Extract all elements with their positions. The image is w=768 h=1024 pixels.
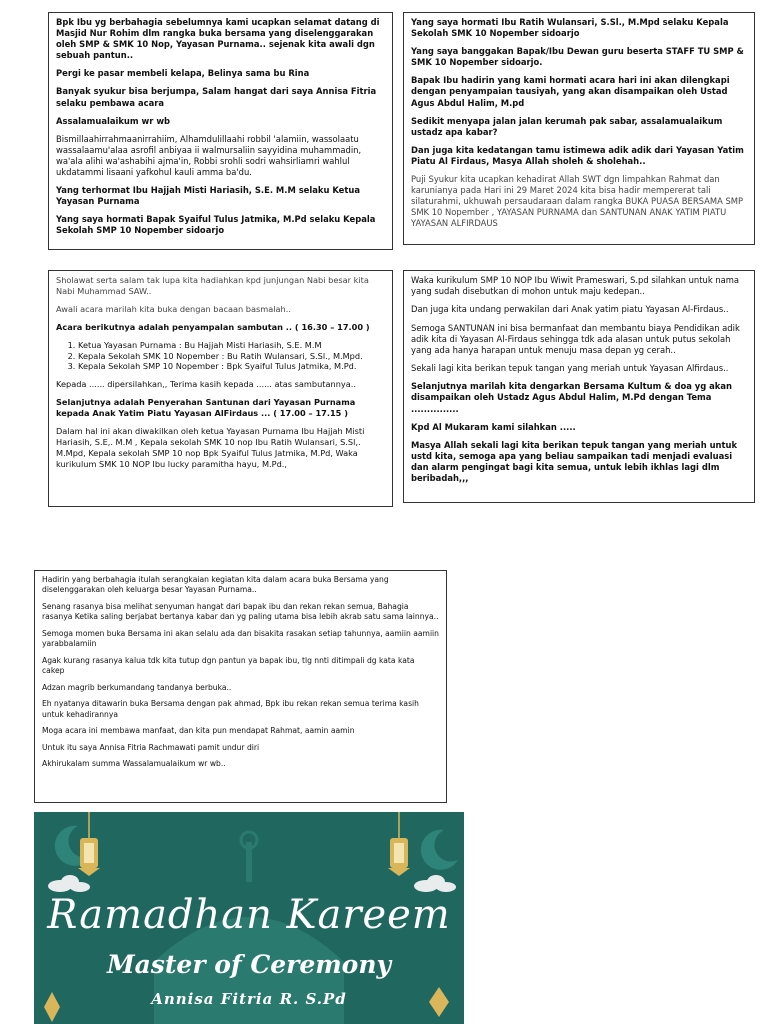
honor-chair: Yang terhormat Ibu Hajjah Misti Hariasih, S.E. M.M selaku Ketua Yayasan Purnama bbox=[56, 185, 360, 207]
banner-subtitle: Master of Ceremony bbox=[106, 950, 392, 979]
greeting-ustadz: Sedikit menyapa jalan jalan kerumah pak sabar, assalamualaikum ustadz apa kabar? bbox=[411, 115, 723, 137]
list-item: 1. Ketua Yayasan Purnama : Bu Hajjah Misti Hariasih, S.E. M.M bbox=[78, 340, 385, 351]
invite-orphans: Dan juga kita undang perwakilan dari Anak yatim piatu Yayasan Al-Firdaus.. bbox=[411, 304, 729, 315]
list-item: 2. Kepala Sekolah SMK 10 Nopember : Bu Ratih Wulansari, S.Sl., M.Mpd. bbox=[78, 351, 385, 362]
list-item: Untuk itu saya Annisa Fitria Rachmawati pamit undur diri bbox=[42, 742, 260, 752]
ramadhan-banner bbox=[34, 812, 464, 1024]
gratitude-paragraph: Puji Syukur kita ucapkan kehadirat Allah SWT dgn limpahkan Rahmat dan karunianya pada Hari ini 29 Maret 2024 kita bisa hadir mempererat tali silaturahmi, ukhuwah persaudaraan dalam rangka BUKA PUASA BERSAMA SMP SMK 10 Nopember , YAYASAN PURNAMA dan SANTUNAN ANAK YATIM PIATU YAYASAN ALFIRDAUS bbox=[411, 174, 744, 229]
banner-title: Ramadhan Kareem bbox=[47, 892, 451, 938]
invite-delegates: Waka kurikulum SMP 10 NOP Ibu Wiwit Prameswari, S.pd silahkan untuk nama yang sudah disebutkan di mohon untuk maju kedepan.. bbox=[411, 275, 740, 297]
cloud-icon-right bbox=[414, 875, 456, 892]
applause-line: Sekali lagi kita berikan tepuk tangan yang meriah untuk Yayasan Alfirdaus.. bbox=[411, 363, 729, 374]
list-item: Moga acara ini membawa manfaat, dan kita pun mendapat Rahmat, aamin aamin bbox=[42, 726, 355, 736]
list-item: Adzan magrib berkumandang tandanya berbuka.. bbox=[42, 682, 232, 692]
pantun-line-2: Banyak syukur bisa berjumpa, Salam hangat dari saya Annisa Fitria selaku pembawa acara bbox=[56, 86, 377, 108]
closing-applause: Masya Allah sekali lagi kita berikan tepuk tangan yang meriah untuk ustd kita, semoga apa yang beliau sampaikan tadi menjadi evaluasi dan alarm pengingat bagi kita semua, untuk lebih ikhlas lagi dlm beribadah,,, bbox=[411, 439, 738, 484]
script-card-closing bbox=[34, 570, 447, 803]
tausiyah-intro: Bapak Ibu hadirin yang kami hormati acara hari ini akan dilengkapi dengan penyampaian tausiyah, yang akan disampaikan oleh Ustad Agus Abdul Halim, M.pd bbox=[411, 75, 730, 108]
santunan-delegates: Dalam hal ini akan diwakilkan oleh ketua Yayasan Purnama Ibu Hajjah Misti Hariasih, S.E,. M.M , Kepala sekolah SMK 10 nop Ibu Ratih Wulansari, S.Sl,. M.Mpd, Kepala sekolah SMP 10 nop Bpk Syaiful Tulus Jatmika, M.Pd, Waka kurikulum SMK 10 NOP Ibu lucky paramitha hayu, M.Pd., bbox=[56, 426, 365, 469]
list-item: Hadirin yang berbahagia itulah serangkaian kegiatan kita dalam acara buka Bersama yang diselenggarakan oleh keluarga besar Yayasan Purnama.. bbox=[42, 575, 389, 595]
honor-smp-head: Yang saya hormati Bapak Syaiful Tulus Jatmika, M.Pd selaku Kepala Sekolah SMP 10 Nopember sidoarjo bbox=[56, 214, 376, 236]
santunan-heading: Selanjutnya adalah Penyerahan Santunan dari Yayasan Purnama kepada Anak Yatim Piatu Yayasan AlFirdaus ... ( 17.00 – 17.15 ) bbox=[56, 397, 356, 419]
sholawat-line: Sholawat serta salam tak lupa kita hadiahkan kpd junjungan Nabi besar kita Nabi Muhammad SAW.. bbox=[56, 275, 369, 296]
list-item: Eh nyatanya ditawarin buka Bersama dengan pak ahmad, Bpk ibu rekan rekan semua terima kasih untuk kehadirannya bbox=[42, 699, 419, 719]
list-item: Senang rasanya bisa melihat senyuman hangat dari bapak ibu dan rekan rekan semua, Bahagia rasanya Ketika saling berjabat bertanya kabar dan yg paling utama bisa lebih akrab satu sama lainnya.. bbox=[42, 601, 439, 622]
list-item: Akhirukalam summa Wassalamualaikum wr wb.. bbox=[42, 759, 226, 769]
list-item: Semoga momen buka Bersama ini akan selalu ada dan bisakita rasakan setiap tahunnya, aamiin aamiin yarabbalamiin bbox=[42, 628, 439, 649]
salam-line: Assalamualaikum wr wb bbox=[56, 115, 171, 126]
speaker-list bbox=[56, 340, 385, 373]
lantern-icon-left bbox=[78, 812, 100, 876]
santunan-hope: Semoga SANTUNAN ini bisa bermanfaat dan membantu biaya Pendidikan adik adik kita di Yayasan Al-Firdaus sehingga tdk ada alasan untuk putus sekolah yang ada hanya harapan untuk menuju masa depan yg cerah.. bbox=[411, 322, 740, 355]
honor-teachers: Yang saya banggakan Bapak/Ibu Dewan guru beserta STAFF TU SMP & SMK 10 Nopember sidoarjo. bbox=[411, 46, 744, 68]
cloud-icon-left bbox=[48, 875, 90, 892]
guest-orphans: Dan juga kita kedatangan tamu istimewa adik adik dari Yayasan Yatim Piatu Al Firdaus, Masya Allah sholeh & sholehah.. bbox=[411, 144, 744, 166]
script-card-agenda bbox=[48, 270, 393, 507]
sambutan-heading: Acara berikutnya adalah penyampalan sambutan .. ( 16.30 – 17.00 ) bbox=[56, 321, 370, 332]
list-item: 3. Kepala Sekolah SMP 10 Nopember : Bpk Syaiful Tulus Jatmika, M.Pd. bbox=[78, 361, 385, 372]
thanks-line: Kepada ...... dipersilahkan,, Terima kasih kepada ...... atas sambutannya.. bbox=[56, 379, 356, 390]
script-card-honors bbox=[403, 12, 755, 245]
crescent-moon-icon-right bbox=[421, 830, 458, 870]
pantun-line-1: Pergi ke pasar membeli kelapa, Belinya sama bu Rina bbox=[56, 68, 310, 79]
honor-smk-head: Yang saya hormati Ibu Ratih Wulansari, S.Sl., M.Mpd selaku Kepala Sekolah SMK 10 Nopember sidoarjo bbox=[411, 17, 729, 39]
banner-mc-name: Annisa Fitria R. S.Pd bbox=[151, 990, 347, 1008]
opening-prayer: Bismillaahirrahmaanirrahiim, Alhamdulillaahi robbil 'alamiin, wassolaatu wassalaamu'alaa asrofil anbiyaa ii walmursaliin sayyidina muhammadin, wa'ala alihi wa'ashabihi ajma'in, Robbi srohli sodri wahsirliamri wahlul ukdatammi lisaani yafkohul kauli amma ba'du. bbox=[56, 133, 362, 178]
invite-ustadz: Kpd Al Mukaram kami silahkan ..... bbox=[411, 421, 576, 432]
script-card-santunan bbox=[403, 270, 755, 503]
greeting-paragraph: Bpk Ibu yg berbahagia sebelumnya kami ucapkan selamat datang di Masjid Nur Rohim dlm rangka buka bersama yang diselenggarakan oleh SMP & SMK 10 Nop, Yayasan Purnama.. sejenak kita awali dgn sebuah pantun.. bbox=[56, 17, 380, 61]
list-item: Agak kurang rasanya kalua tdk kita tutup dgn pantun ya bapak ibu, tlg nnti ditimpali dg kata kata cakep bbox=[42, 655, 415, 676]
lantern-icon-right bbox=[388, 812, 410, 876]
kultum-intro: Selanjutnya marilah kita dengarkan Bersama Kultum & doa yg akan disampaikan oleh Ustadz Agus Abdul Halim, M.Pd dengan Tema ............... bbox=[411, 381, 732, 414]
basmalah-line: Awali acara marilah kita buka dengan bacaan basmalah.. bbox=[56, 303, 291, 314]
script-card-opening bbox=[48, 12, 393, 250]
